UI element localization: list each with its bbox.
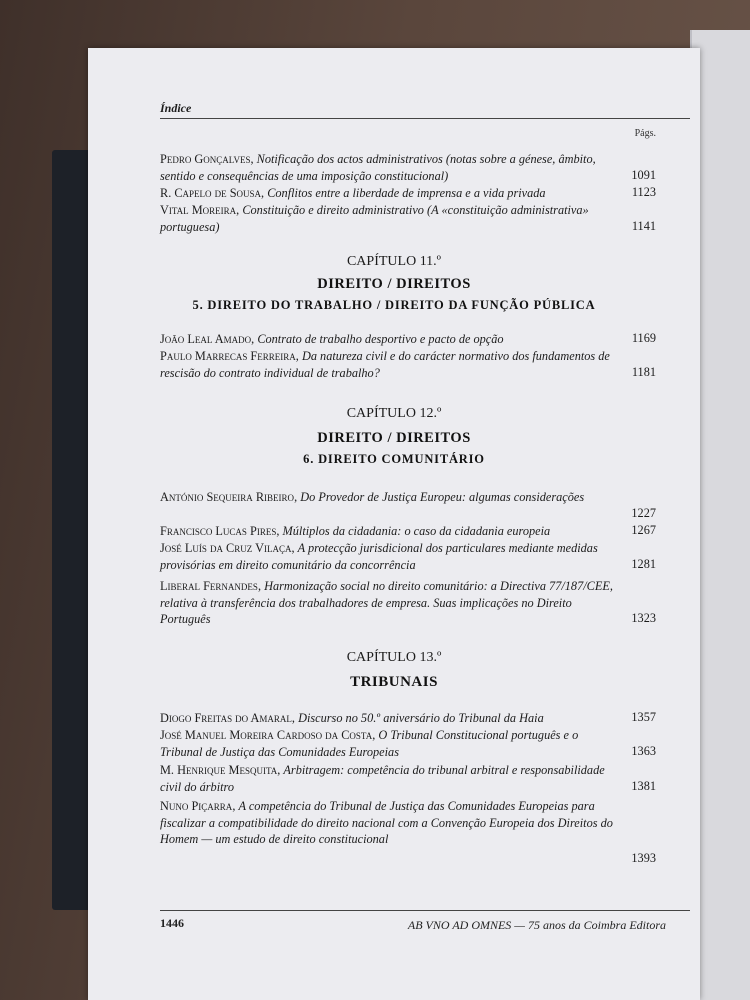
toc-entry: Nuno Piçarra, A competência do Tribunal de Justiça das Comunidades Europeias para fiscalizar a compatibilidade do direito nacional com a Convenção Europeia dos Direitos do Homem — um estudo de direito constitucional <box>160 799 613 846</box>
entry-page: 1141 <box>631 219 656 233</box>
entry-page: 1323 <box>631 611 656 625</box>
entry-author: Diogo Freitas do Amaral <box>160 711 292 725</box>
toc-entry: Diogo Freitas do Amaral, Discurso no 50.º aniversário do Tribunal da Haia <box>160 711 544 725</box>
entry-author: Paulo Marrecas Ferreira <box>160 349 296 363</box>
header-rule <box>160 118 690 119</box>
entry-page: 1363 <box>631 744 656 758</box>
entry-title: A protecção jurisdicional dos particulares mediante medidas provisórias em direito comunitário da concorrência <box>160 541 598 572</box>
entry-author: M. Henrique Mesquita <box>160 763 278 777</box>
entry-title: Discurso no 50.º aniversário do Tribunal da Haia <box>298 711 544 725</box>
entry-title: Múltiplos da cidadania: o caso da cidadania europeia <box>282 524 551 538</box>
entry-title: Arbitragem: competência do tribunal arbitral e responsabilidade civil do árbitro <box>160 763 605 794</box>
entry-author: João Leal Amado <box>160 332 252 346</box>
entry-title: Harmonização social no direito comunitário: a Directiva 77/187/CEE, relativa à transferência dos trabalhadores de empresa. Suas implicações no Direito Português <box>160 579 613 626</box>
toc-entry: João Leal Amado, Contrato de trabalho desportivo e pacto de opção <box>160 332 504 346</box>
running-title: AB VNO AD OMNES — 75 anos da Coimbra Editora <box>407 918 666 932</box>
entry-page: 1357 <box>631 710 656 724</box>
page-header-title: Índice <box>160 101 192 115</box>
chapter-label: CAPÍTULO 13.º <box>346 650 442 665</box>
entry-page: 1123 <box>631 185 656 199</box>
entry-author: José Manuel Moreira Cardoso da Costa <box>160 728 373 742</box>
entry-title: Do Provedor de Justiça Europeu: algumas considerações <box>300 490 585 504</box>
entry-title: Conflitos entre a liberdade de imprensa e a vida privada <box>267 186 546 200</box>
toc-entry: R. Capelo de Sousa, Conflitos entre a liberdade de imprensa e a vida privada <box>160 186 546 200</box>
entry-page: 1393 <box>631 851 656 865</box>
chapter-label: CAPÍTULO 11.º <box>346 254 442 269</box>
entry-page: 1227 <box>631 506 656 520</box>
book-cover-edge <box>52 150 92 910</box>
chapter-subheading: 6. DIREITO COMUNITÁRIO <box>303 452 485 466</box>
entry-author: António Sequeira Ribeiro <box>160 490 295 504</box>
entry-title: O Tribunal Constitucional português e o Tribunal de Justiça das Comunidades Europeias <box>160 728 579 759</box>
entry-author: José Luís da Cruz Vilaça <box>160 541 292 555</box>
entry-title: Notificação dos actos administrativos (notas sobre a génese, âmbito, sentido e consequências de uma imposição constitucional) <box>160 152 596 183</box>
entry-author: R. Capelo de Sousa <box>160 186 262 200</box>
toc-entry: Liberal Fernandes, Harmonização social no direito comunitário: a Directiva 77/187/CEE, relativa à transferência dos trabalhadores de empresa. Suas implicações no Direito Português <box>160 579 613 626</box>
chapter-subheading: 5. DIREITO DO TRABALHO / DIREITO DA FUNÇÃO PÚBLICA <box>192 298 596 312</box>
toc-entry: Vital Moreira, Constituição e direito administrativo (A «constituição administrativa» portuguesa) <box>160 203 589 234</box>
pages-column-label: Págs. <box>634 128 656 139</box>
entry-author: Liberal Fernandes <box>160 579 258 593</box>
footer-rule <box>160 910 690 911</box>
toc-entry: Francisco Lucas Pires, Múltiplos da cidadania: o caso da cidadania europeia <box>160 524 551 538</box>
toc-entry: José Luís da Cruz Vilaça, A protecção jurisdicional dos particulares mediante medidas provisórias em direito comunitário da concorrência <box>160 541 598 572</box>
entry-author: Francisco Lucas Pires <box>160 524 277 538</box>
toc-entry: António Sequeira Ribeiro, Do Provedor de Justiça Europeu: algumas considerações <box>160 490 585 504</box>
entry-title: Constituição e direito administrativo (A «constituição administrativa» portuguesa) <box>160 203 589 234</box>
chapter-heading: TRIBUNAIS <box>350 674 438 690</box>
entry-page: 1281 <box>631 557 656 571</box>
entry-page: 1169 <box>631 331 656 345</box>
entry-title: Da natureza civil e do carácter normativo dos fundamentos de rescisão do contrato individual de trabalho? <box>160 349 610 380</box>
entry-page: 1381 <box>631 779 656 793</box>
entry-page: 1181 <box>631 365 656 379</box>
chapter-heading: DIREITO / DIREITOS <box>317 430 471 446</box>
chapter-heading: DIREITO / DIREITOS <box>317 276 471 292</box>
entry-author: Nuno Piçarra <box>160 799 233 813</box>
entry-author: Vital Moreira <box>160 203 237 217</box>
entry-title: Contrato de trabalho desportivo e pacto de opção <box>257 332 504 346</box>
toc-entry: M. Henrique Mesquita, Arbitragem: competência do tribunal arbitral e responsabilidade civil do árbitro <box>160 763 605 794</box>
entry-page: 1091 <box>631 168 656 182</box>
book-page <box>88 48 700 1000</box>
entry-page: 1267 <box>631 523 656 537</box>
toc-entry: Pedro Gonçalves, Notificação dos actos administrativos (notas sobre a génese, âmbito, sentido e consequências de uma imposição constitucional) <box>160 152 596 183</box>
chapter-label: CAPÍTULO 12.º <box>346 406 442 421</box>
toc-entry: José Manuel Moreira Cardoso da Costa, O Tribunal Constitucional português e o Tribunal de Justiça das Comunidades Europeias <box>160 728 579 759</box>
page-number: 1446 <box>160 916 184 930</box>
entry-author: Pedro Gonçalves <box>160 152 251 166</box>
entry-title: A competência do Tribunal de Justiça das Comunidades Europeias para fiscalizar a compatibilidade do direito nacional com a Convenção Europeia dos Direitos do Homem — um estudo de direito constitucional <box>160 799 613 846</box>
toc-entry: Paulo Marrecas Ferreira, Da natureza civil e do carácter normativo dos fundamentos de rescisão do contrato individual de trabalho? <box>160 349 610 380</box>
